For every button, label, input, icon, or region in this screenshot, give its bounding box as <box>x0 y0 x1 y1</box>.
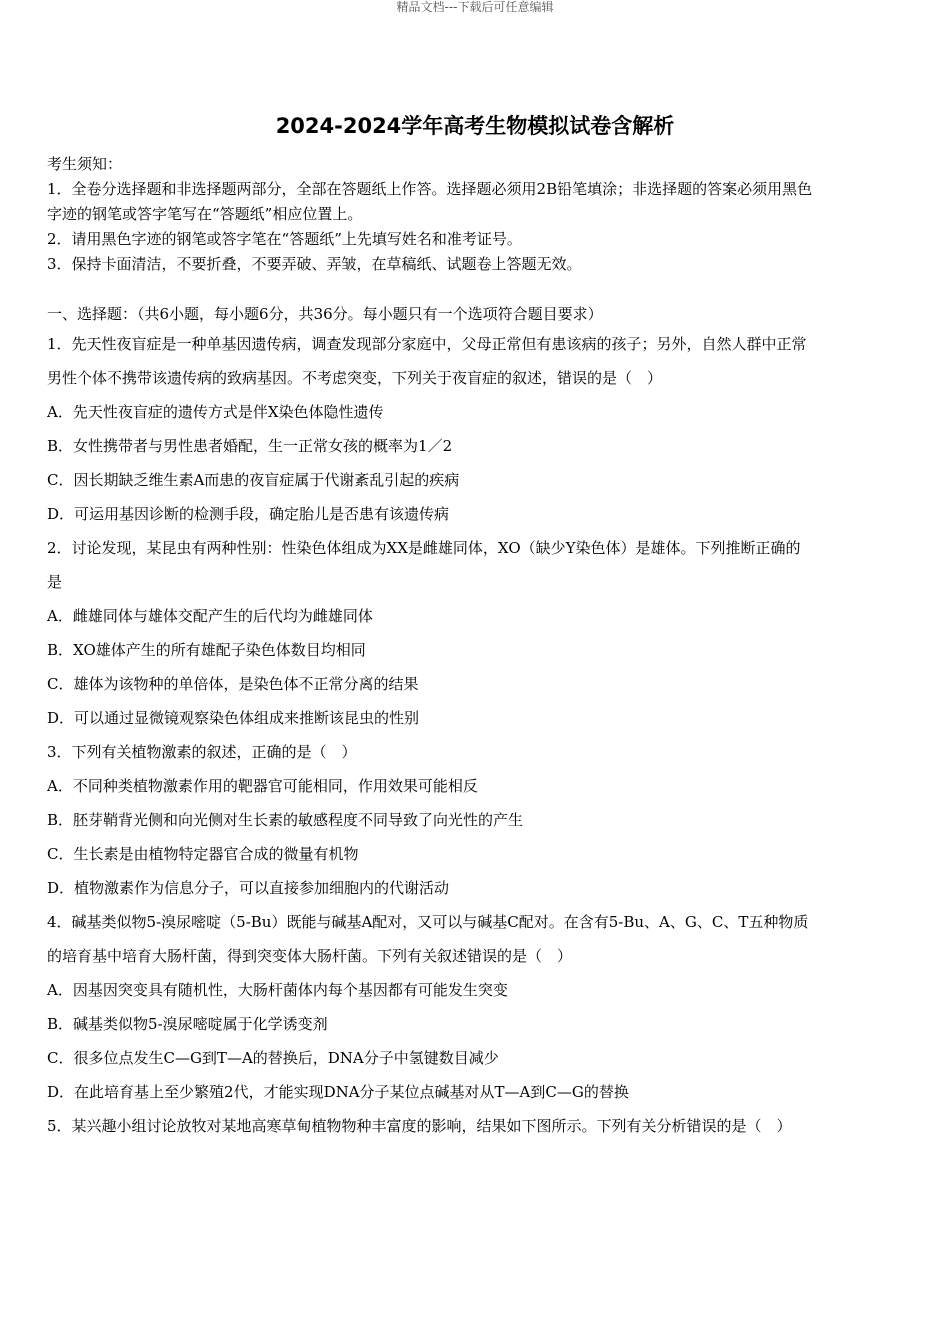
question-stem: 5．某兴趣小组讨论放牧对某地高寒草甸植物物种丰富度的影响，结果如下图所示。下列有关分析错误的是（ ） <box>47 1117 792 1135</box>
notice-line: 1．全卷分选择题和非选择题两部分，全部在答题纸上作答。选择题必须用2B铅笔填涂；非选择题的答案必须用黑色 <box>47 180 813 198</box>
option-d: D．植物激素作为信息分子，可以直接参加细胞内的代谢活动 <box>47 879 450 897</box>
notice-line: 3．保持卡面清洁，不要折叠，不要弄破、弄皱，在草稿纸、试题卷上答题无效。 <box>47 255 582 273</box>
option-b: B．胚芽鞘背光侧和向光侧对生长素的敏感程度不同导致了向光性的产生 <box>47 811 524 829</box>
option-d: D．可以通过显微镜观察染色体组成来推断该昆虫的性别 <box>47 709 420 727</box>
notice-line: 2．请用黑色字迹的钢笔或答字笔在“答题纸”上先填写姓名和准考证号。 <box>47 230 522 248</box>
question-stem: 1．先天性夜盲症是一种单基因遗传病，调查发现部分家庭中，父母正常但有患该病的孩子；另外，自然人群中正常 <box>47 335 807 353</box>
option-d: D．在此培育基上至少繁殖2代，才能实现DNA分子某位点碱基对从T—A到C—G的替换 <box>47 1083 629 1101</box>
option-c: C．很多位点发生C—G到T—A的替换后，DNA分子中氢键数目减少 <box>47 1049 499 1067</box>
question-stem: 3．下列有关植物激素的叙述，正确的是（ ） <box>47 743 357 761</box>
option-c: C．雄体为该物种的单倍体，是染色体不正常分离的结果 <box>47 675 419 693</box>
option-c: C．生长素是由植物特定器官合成的微量有机物 <box>47 845 359 863</box>
exam-notice <box>47 152 907 277</box>
notice-heading: 考生须知： <box>47 155 123 173</box>
question-4 <box>47 905 907 1109</box>
option-c: C．因长期缺乏维生素A而患的夜盲症属于代谢紊乱引起的疾病 <box>47 471 460 489</box>
question-3 <box>47 735 907 905</box>
option-b: B．碱基类似物5-溴尿嘧啶属于化学诱变剂 <box>47 1015 328 1033</box>
option-a: A．不同种类植物激素作用的靶器官可能相同，作用效果可能相反 <box>47 777 478 795</box>
question-2 <box>47 531 907 735</box>
question-stem: 的培育基中培育大肠杆菌，得到突变体大肠杆菌。下列有关叙述错误的是（ ） <box>47 947 573 965</box>
watermark-header: 精品文档---下载后可任意编辑 <box>396 0 554 14</box>
option-a: A．因基因突变具有随机性，大肠杆菌体内每个基因都有可能发生突变 <box>47 981 508 999</box>
option-a: A．雌雄同体与雄体交配产生的后代均为雌雄同体 <box>47 607 373 625</box>
option-b: B．女性携带者与男性患者婚配，生一正常女孩的概率为1／2 <box>47 437 453 455</box>
question-5 <box>47 1109 907 1143</box>
page-title: 2024-2024学年高考生物模拟试卷含解析 <box>275 114 675 138</box>
question-stem: 是 <box>47 573 63 591</box>
section-heading: 一、选择题：（共6小题，每小题6分，共36分。每小题只有一个选项符合题目要求） <box>47 305 603 323</box>
question-stem: 4．碱基类似物5-溴尿嘧啶（5-Bu）既能与碱基A配对，又可以与碱基C配对。在含有5-Bu、A、G、C、T五种物质 <box>47 913 809 931</box>
notice-line: 字迹的钢笔或答字笔写在“答题纸”相应位置上。 <box>47 205 363 223</box>
option-d: D．可运用基因诊断的检测手段，确定胎儿是否患有该遗传病 <box>47 505 450 523</box>
option-b: B．XO雄体产生的所有雄配子染色体数目均相同 <box>47 641 366 659</box>
question-stem: 男性个体不携带该遗传病的致病基因。不考虑突变，下列关于夜盲症的叙述，错误的是（ ） <box>47 369 663 387</box>
document-body <box>47 152 907 1143</box>
question-stem: 2．讨论发现，某昆虫有两种性别：性染色体组成为XX是雌雄同体，XO（缺少Y染色体）是雄体。下列推断正确的 <box>47 539 801 557</box>
question-1 <box>47 327 907 531</box>
option-a: A．先天性夜盲症的遗传方式是伴X染色体隐性遗传 <box>47 403 384 421</box>
